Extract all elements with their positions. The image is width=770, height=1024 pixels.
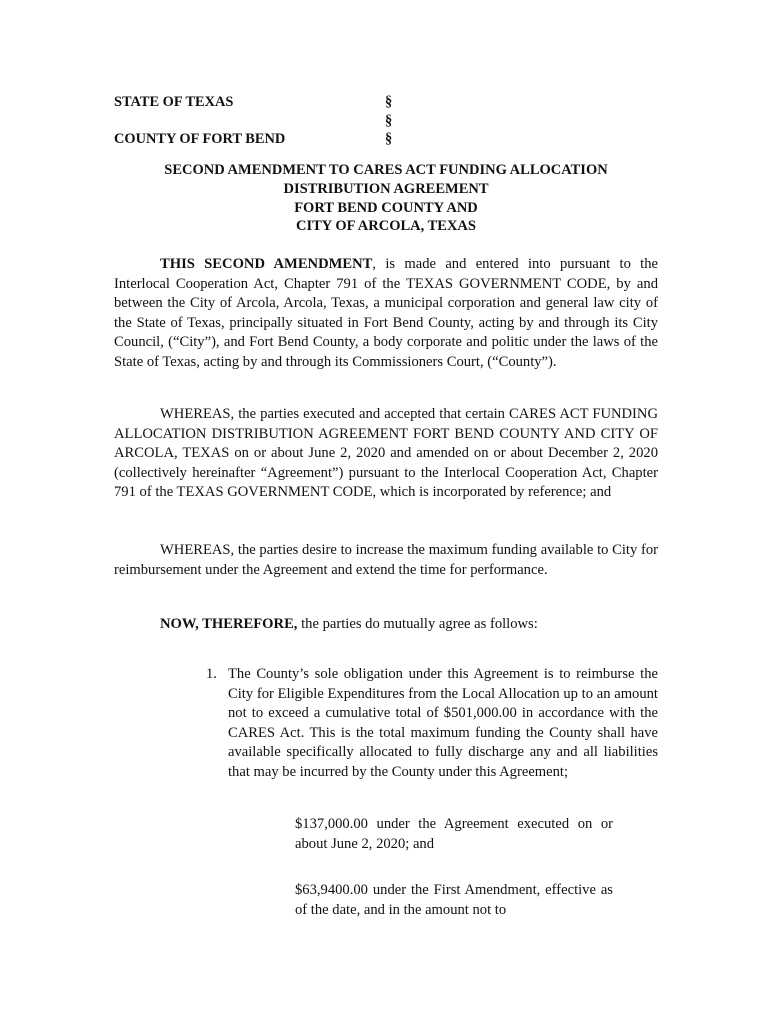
document-title bbox=[114, 161, 658, 236]
caption-county: COUNTY OF FORT BEND bbox=[114, 131, 286, 147]
list-item-text: The County’s sole obligation under this Agreement is to reimburse the City for Eligible Expenditures from the Local Allocation up to an amount not to exceed a cumulative total of $501,000.00 in accordance with the CARES Act. This is the total maximum funding the County shall have available specifically allocated to fully discharge any and all liabilities that may be incurred by the County under this Agreement; bbox=[228, 666, 658, 780]
whereas-paragraph-2: WHEREAS, the parties desire to increase the maximum funding available to City for reimbursement under the Agreement and extend the time for performance. bbox=[114, 542, 658, 578]
whereas-paragraph-1: WHEREAS, the parties executed and accepted that certain CARES ACT FUNDING ALLOCATION DISTRIBUTION AGREEMENT FORT BEND COUNTY AND CITY OF ARCOLA, TEXAS on or about June 2, 2020 and amended on or about December 2, 2020 (collectively hereinafter “Agreement”) pursuant to the Interlocal Cooperation Act, Chapter 791 of the TEXAS GOVERNMENT CODE, which is incorporated by reference; and bbox=[114, 406, 658, 501]
title-line-3: FORT BEND COUNTY AND bbox=[294, 199, 478, 216]
title-line-4: CITY OF ARCOLA, TEXAS bbox=[296, 218, 476, 235]
title-line-2: DISTRIBUTION AGREEMENT bbox=[283, 180, 489, 197]
now-therefore-lead: NOW, THEREFORE, bbox=[160, 616, 298, 632]
list-item-number: 1. bbox=[206, 666, 217, 682]
sub-item: $137,000.00 under the Agreement executed on or about June 2, 2020; and bbox=[295, 816, 613, 852]
now-therefore-text: the parties do mutually agree as follows: bbox=[297, 616, 538, 632]
caption-state: STATE OF TEXAS bbox=[114, 94, 234, 110]
intro-paragraph bbox=[114, 255, 658, 373]
sub-item: $63,9400.00 under the First Amendment, effective as of the date, and in the amount not to bbox=[295, 882, 613, 918]
title-line-1: SECOND AMENDMENT TO CARES ACT FUNDING ALLOCATION bbox=[164, 162, 608, 178]
section-symbol: § bbox=[385, 131, 393, 147]
section-symbol: § bbox=[385, 94, 393, 110]
section-symbol: § bbox=[385, 113, 393, 129]
list-item bbox=[206, 665, 658, 783]
intro-lead: THIS SECOND AMENDMENT bbox=[160, 256, 373, 272]
now-therefore-paragraph bbox=[114, 615, 658, 635]
intro-text: , is made and entered into pursuant to the Interlocal Cooperation Act, Chapter 791 of the TEXAS GOVERNMENT CODE, by and between the City of Arcola, Arcola, Texas, a municipal corporation and general law city of the State of Texas, principally situated in Fort Bend County, acting by and through its City Council, (“City”), and Fort Bend County, a body corporate and politic under the laws of the State of Texas, acting by and through its Commissioners Court, (“County”). bbox=[114, 256, 658, 370]
